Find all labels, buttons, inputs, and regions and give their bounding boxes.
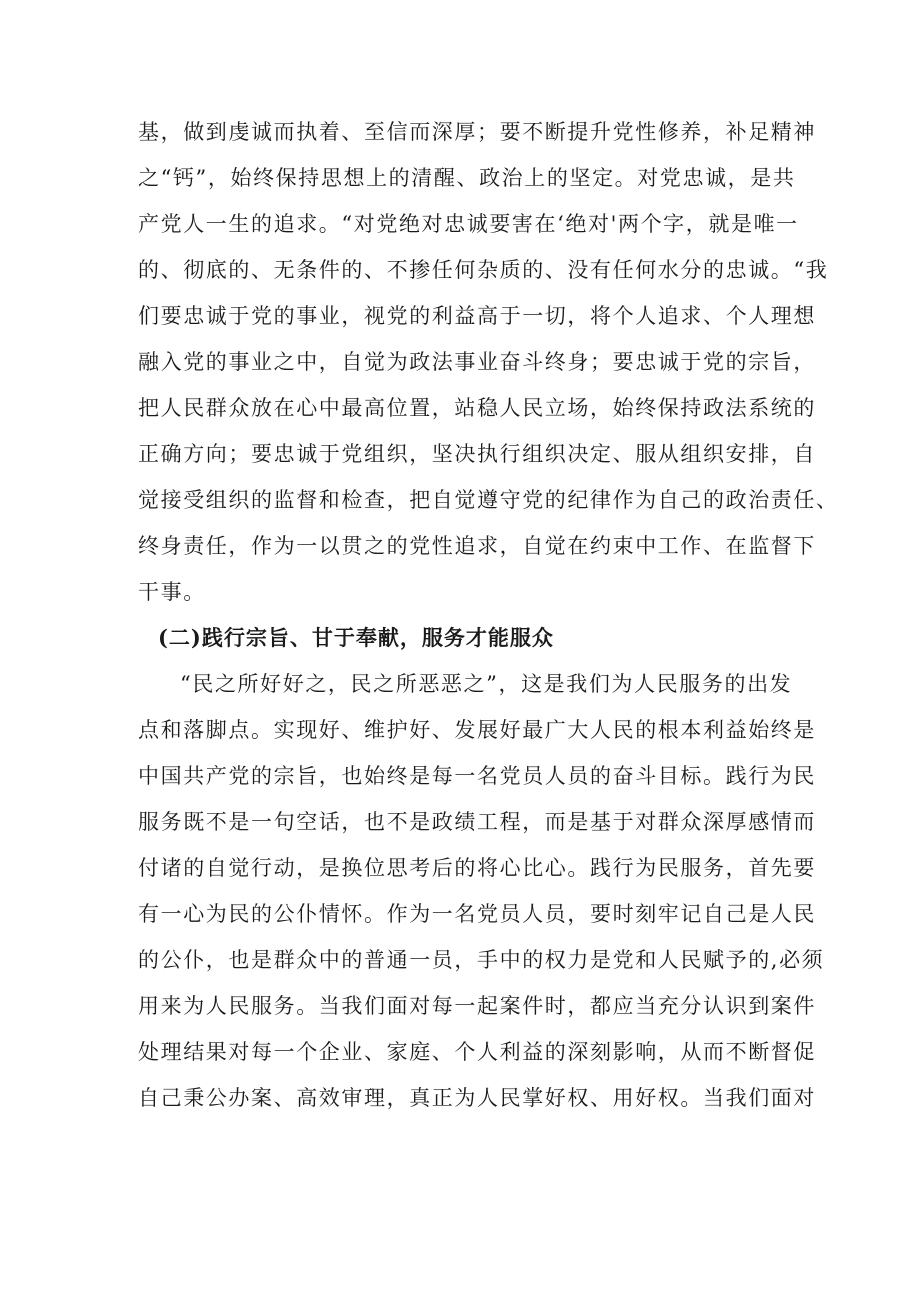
- paragraph-line: 融入党的事业之中，自觉为政法事业奋斗终身；要忠诚于党的宗旨，: [138, 350, 816, 374]
- paragraph-line: 把人民群众放在心中最高位置，站稳人民立场，始终保持政法系统的: [138, 396, 816, 420]
- paragraph-line: 处理结果对每一个企业、家庭、个人利益的深刻影响，从而不断督促: [138, 1040, 816, 1064]
- paragraph-line: 点和落脚点。实现好、维护好、发展好最广大人民的根本利益始终是: [138, 718, 816, 742]
- paragraph-line: 基，做到虔诚而执着、至信而深厚；要不断提升党性修养，补足精神: [138, 120, 816, 144]
- paragraph-line: 服务既不是一句空话，也不是政绩工程，而是基于对群众深厚感情而: [138, 810, 816, 834]
- paragraph-line: 产党人一生的追求。“对党绝对忠诚要害在‘绝对'两个字，就是唯一: [138, 212, 799, 236]
- paragraph-line: 付诸的自觉行动，是换位思考后的将心比心。践行为民服务，首先要: [138, 856, 816, 880]
- paragraph-line: “民之所好好之，民之所恶恶之”，这是我们为人民服务的出发: [180, 672, 793, 696]
- paragraph-line: 终身责任，作为一以贯之的党性追求，自觉在约束中工作、在监督下: [138, 534, 816, 558]
- paragraph-line: 的、彻底的、无条件的、不掺任何杂质的、没有任何水分的忠诚。“我: [138, 258, 829, 282]
- paragraph-line: 有一心为民的公仆情怀。作为一名党员人员，要时刻牢记自己是人民: [138, 902, 816, 926]
- paragraph-line: 自己秉公办案、高效审理，真正为人民掌好权、用好权。当我们面对: [138, 1086, 816, 1110]
- paragraph-line: 们要忠诚于党的事业，视党的利益高于一切，将个人追求、个人理想: [138, 304, 816, 328]
- paragraph-line: 中国共产党的宗旨，也始终是每一名党员人员的奋斗目标。践行为民: [138, 764, 816, 788]
- paragraph-line: 正确方向；要忠诚于党组织，坚决执行组织决定、服从组织安排，自: [138, 442, 816, 466]
- paragraph-line: 干事。: [138, 580, 206, 604]
- paragraph-line: 觉接受组织的监督和检查，把自觉遵守党的纪律作为自己的政治责任、: [138, 488, 839, 512]
- paragraph-line: 的公仆，也是群众中的普通一员，手中的权力是党和人民赋予的,必须: [138, 948, 825, 972]
- section-heading: (二)践行宗旨、甘于奉献，服务才能服众: [158, 625, 554, 650]
- paragraph-line: 之“钙”，始终保持思想上的清醒、政治上的坚定。对党忠诚，是共: [138, 166, 796, 190]
- paragraph-line: 用来为人民服务。当我们面对每一起案件时，都应当充分认识到案件: [138, 994, 816, 1018]
